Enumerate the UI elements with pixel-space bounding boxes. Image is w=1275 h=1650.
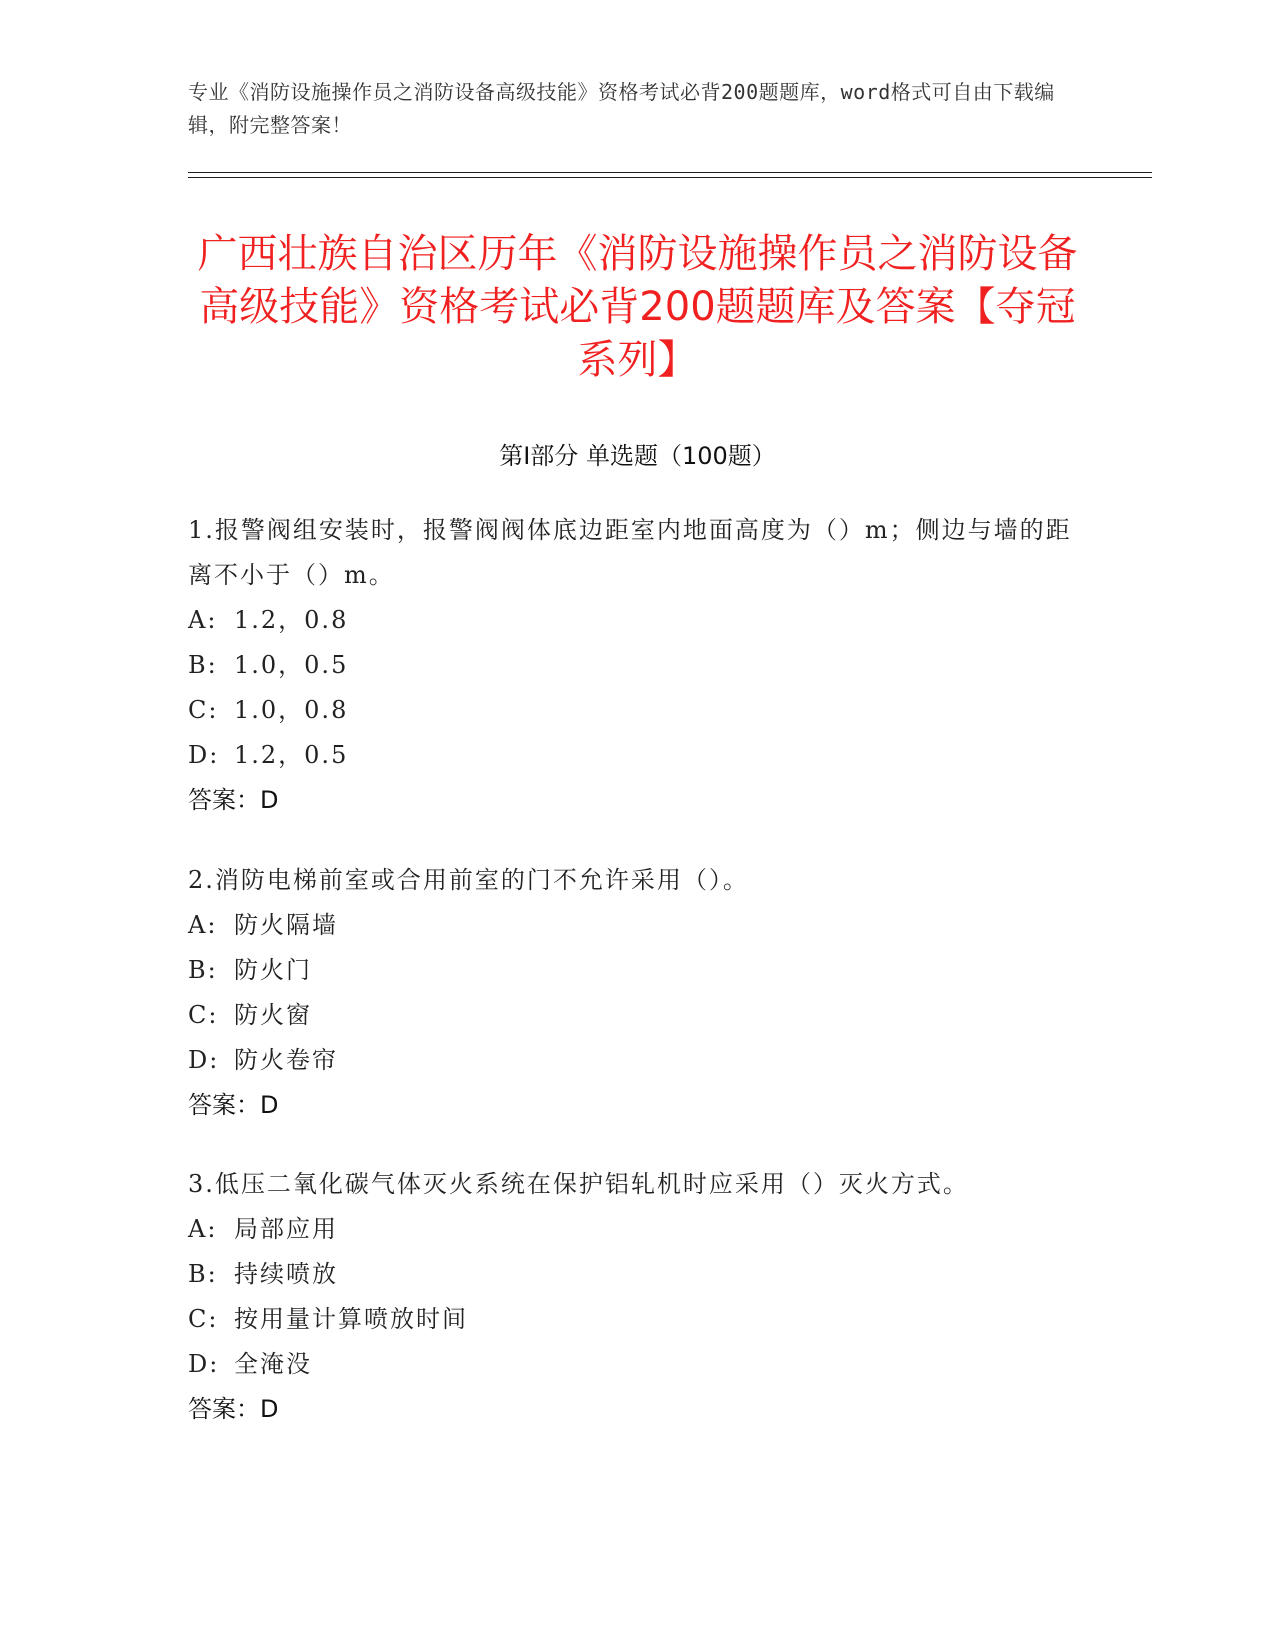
option-letter: B: xyxy=(188,956,218,984)
document-title: 广西壮族自治区历年《消防设施操作员之消防设备高级技能》资格考试必背200题题库及答案【夺冠系列】 xyxy=(197,231,1078,383)
option-c xyxy=(188,688,1088,733)
option-text: 1.0，0.8 xyxy=(234,696,349,724)
option-letter: D: xyxy=(188,1350,220,1378)
option-letter: A: xyxy=(188,911,218,939)
option-text: 全淹没 xyxy=(234,1350,312,1378)
option-text: 防火隔墙 xyxy=(234,911,338,939)
answer-label: 答案：D xyxy=(188,1091,279,1119)
option-letter: C: xyxy=(188,1305,219,1333)
option-letter: A: xyxy=(188,606,218,634)
option-letter: D: xyxy=(188,1046,220,1074)
question-1 xyxy=(188,508,1088,823)
option-d xyxy=(188,1342,1088,1387)
header-divider-top xyxy=(188,172,1152,173)
answer-label: 答案：D xyxy=(188,1395,279,1423)
option-text: 防火卷帘 xyxy=(234,1046,338,1074)
option-letter: B: xyxy=(188,651,218,679)
option-b xyxy=(188,1252,1088,1297)
question-3 xyxy=(188,1162,1088,1432)
question-stem: 1.报警阀组安装时，报警阀阀体底边距室内地面高度为（）m；侧边与墙的距离不小于（）m。 xyxy=(188,516,1072,589)
option-letter: A: xyxy=(188,1215,218,1243)
option-letter: C: xyxy=(188,1001,219,1029)
option-c xyxy=(188,993,1088,1038)
section-heading: 第I部分 单选题（100题） xyxy=(499,442,776,470)
option-c xyxy=(188,1297,1088,1342)
option-letter: D: xyxy=(188,741,220,769)
option-b xyxy=(188,948,1088,993)
option-text: 1.2，0.5 xyxy=(234,741,349,769)
option-a xyxy=(188,598,1088,643)
option-text: 1.0，0.5 xyxy=(234,651,349,679)
option-text: 防火门 xyxy=(234,956,312,984)
option-d xyxy=(188,733,1088,778)
option-text: 防火窗 xyxy=(234,1001,312,1029)
answer-label: 答案：D xyxy=(188,786,279,814)
option-letter: B: xyxy=(188,1260,218,1288)
option-a xyxy=(188,1207,1088,1252)
header-divider-bottom xyxy=(188,177,1152,178)
question-stem: 2.消防电梯前室或合用前室的门不允许采用（）。 xyxy=(188,866,749,894)
option-d xyxy=(188,1038,1088,1083)
option-text: 持续喷放 xyxy=(234,1260,338,1288)
option-a xyxy=(188,903,1088,948)
question-2 xyxy=(188,858,1088,1128)
option-text: 局部应用 xyxy=(234,1215,338,1243)
question-stem: 3.低压二氧化碳气体灭火系统在保护铝轧机时应采用（）灭火方式。 xyxy=(188,1170,969,1198)
header-note: 专业《消防设施操作员之消防设备高级技能》资格考试必背200题题库，word格式可自由下载编辑，附完整答案！ xyxy=(188,80,1055,137)
option-text: 按用量计算喷放时间 xyxy=(234,1305,468,1333)
option-b xyxy=(188,643,1088,688)
option-text: 1.2，0.8 xyxy=(234,606,349,634)
option-letter: C: xyxy=(188,696,219,724)
